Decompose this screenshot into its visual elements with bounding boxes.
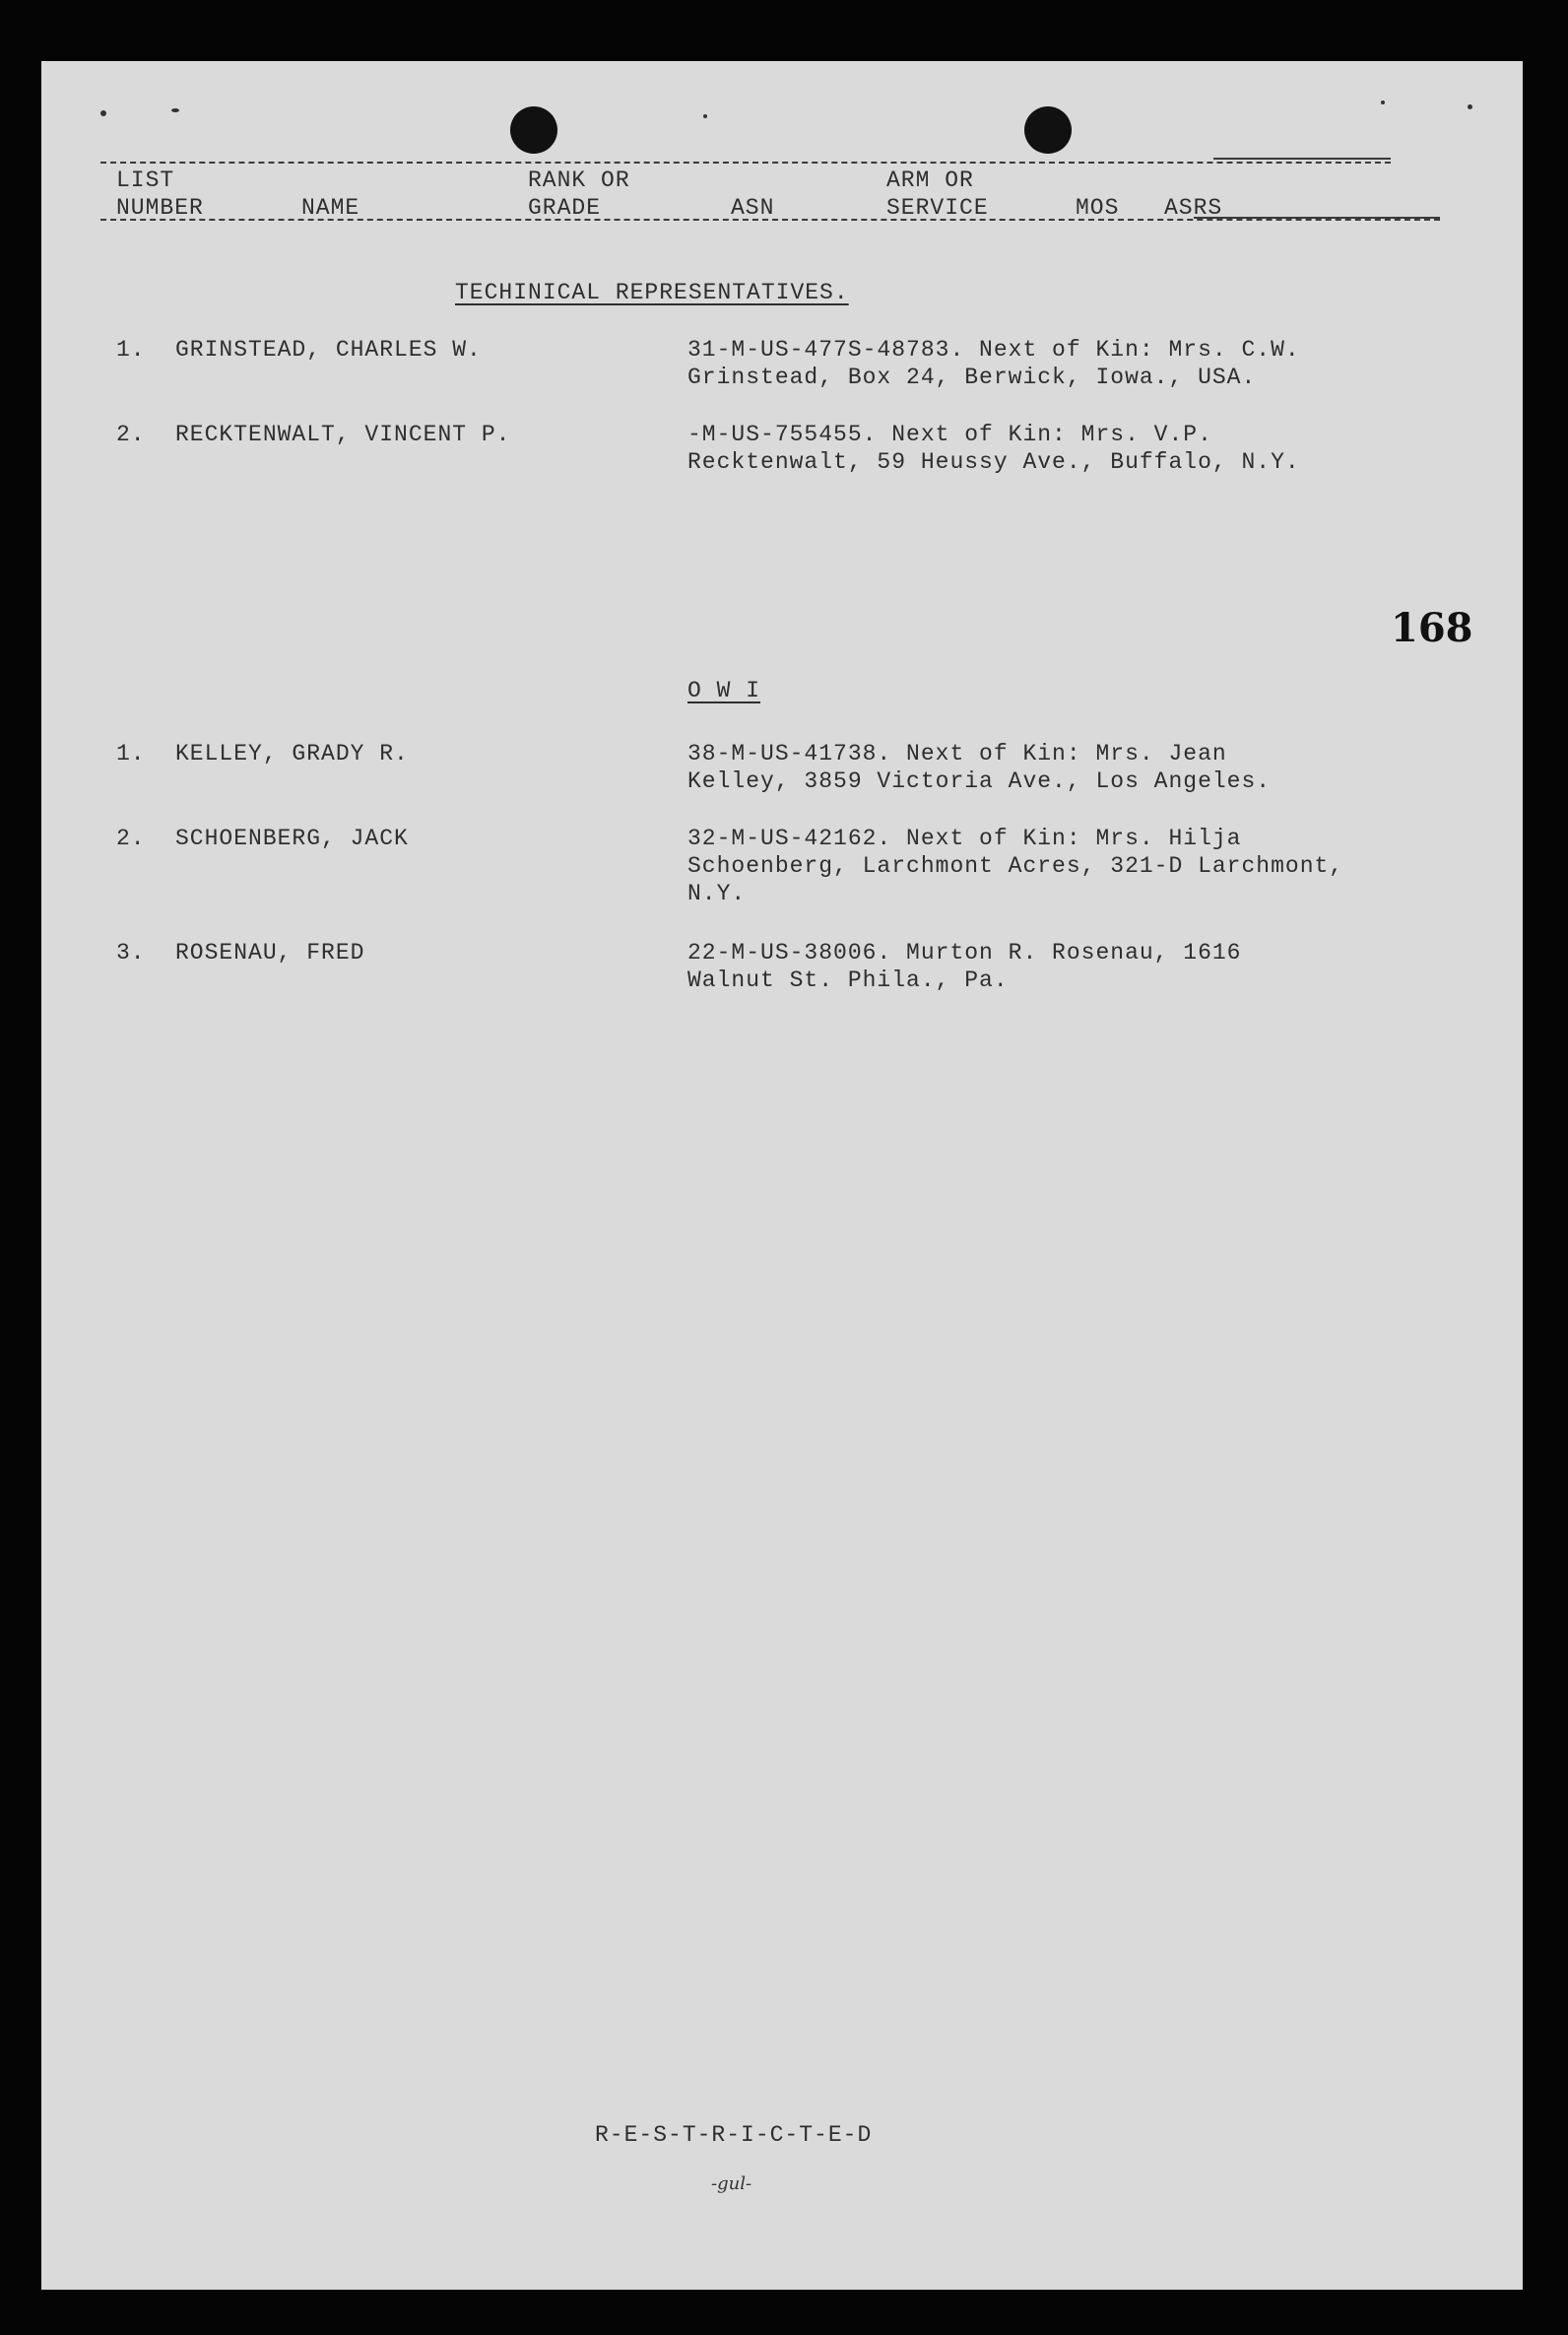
entry-details-line1: 22-M-US-38006. Murton R. Rosenau, 1616 [687,940,1242,966]
entry-number: 2. [116,422,146,447]
entry-details-line2: Walnut St. Phila., Pa. [687,967,1009,993]
entry-number: 1. [116,337,146,363]
entry-details-line2: Grinstead, Box 24, Berwick, Iowa., USA. [687,365,1257,390]
page-number: 168 [1391,605,1473,651]
entry-details-line2: Recktenwalt, 59 Heussy Ave., Buffalo, N.Y. [687,449,1300,475]
section-title-owi: O W I [687,678,761,703]
entry-name: RECKTENWALT, VINCENT P. [175,422,511,447]
entry-number: 3. [116,940,146,966]
entry-number: 2. [116,826,146,851]
section-title-technical-representatives: TECHINICAL REPRESENTATIVES. [455,280,849,305]
header-rank-line1: RANK OR [528,167,630,193]
header-top-rule [100,162,1391,164]
punch-hole-left [510,106,557,154]
header-arm-line1: ARM OR [886,167,974,193]
header-arm-line2: SERVICE [886,195,989,221]
entry-details-line1: 31-M-US-477S-48783. Next of Kin: Mrs. C.W. [687,337,1300,363]
entry-details-line3: N.Y. [687,881,747,906]
entry-number: 1. [116,741,146,767]
entry-details-line2: Kelley, 3859 Victoria Ave., Los Angeles. [687,768,1272,794]
speck [1468,104,1472,109]
header-rank-line2: GRADE [528,195,602,221]
punch-hole-right [1024,106,1072,154]
document-page [41,61,1523,2290]
entry-name: GRINSTEAD, CHARLES W. [175,337,482,363]
speck [703,114,707,118]
header-top-rule-right [1213,158,1391,160]
header-bottom-rule-right [1194,217,1440,219]
speck [1381,100,1385,104]
header-list-number-line1: LIST [116,167,175,193]
entry-details-line2: Schoenberg, Larchmont Acres, 321-D Larchmont, [687,853,1344,879]
entry-name: ROSENAU, FRED [175,940,365,966]
header-asn: ASN [731,195,775,221]
header-name: NAME [301,195,360,221]
header-list-number-line2: NUMBER [116,195,204,221]
entry-details-line1: -M-US-755455. Next of Kin: Mrs. V.P. [687,422,1212,447]
classification-footer: R-E-S-T-R-I-C-T-E-D [595,2122,873,2148]
entry-name: KELLEY, GRADY R. [175,741,409,767]
initials-mark: -gul- [711,2173,752,2194]
header-mos: MOS [1076,195,1120,221]
entry-name: SCHOENBERG, JACK [175,826,409,851]
entry-details-line1: 38-M-US-41738. Next of Kin: Mrs. Jean [687,741,1227,767]
header-asrs: ASRS [1164,195,1223,221]
entry-details-line1: 32-M-US-42162. Next of Kin: Mrs. Hilja [687,826,1242,851]
speck [171,108,179,112]
speck [100,110,106,116]
